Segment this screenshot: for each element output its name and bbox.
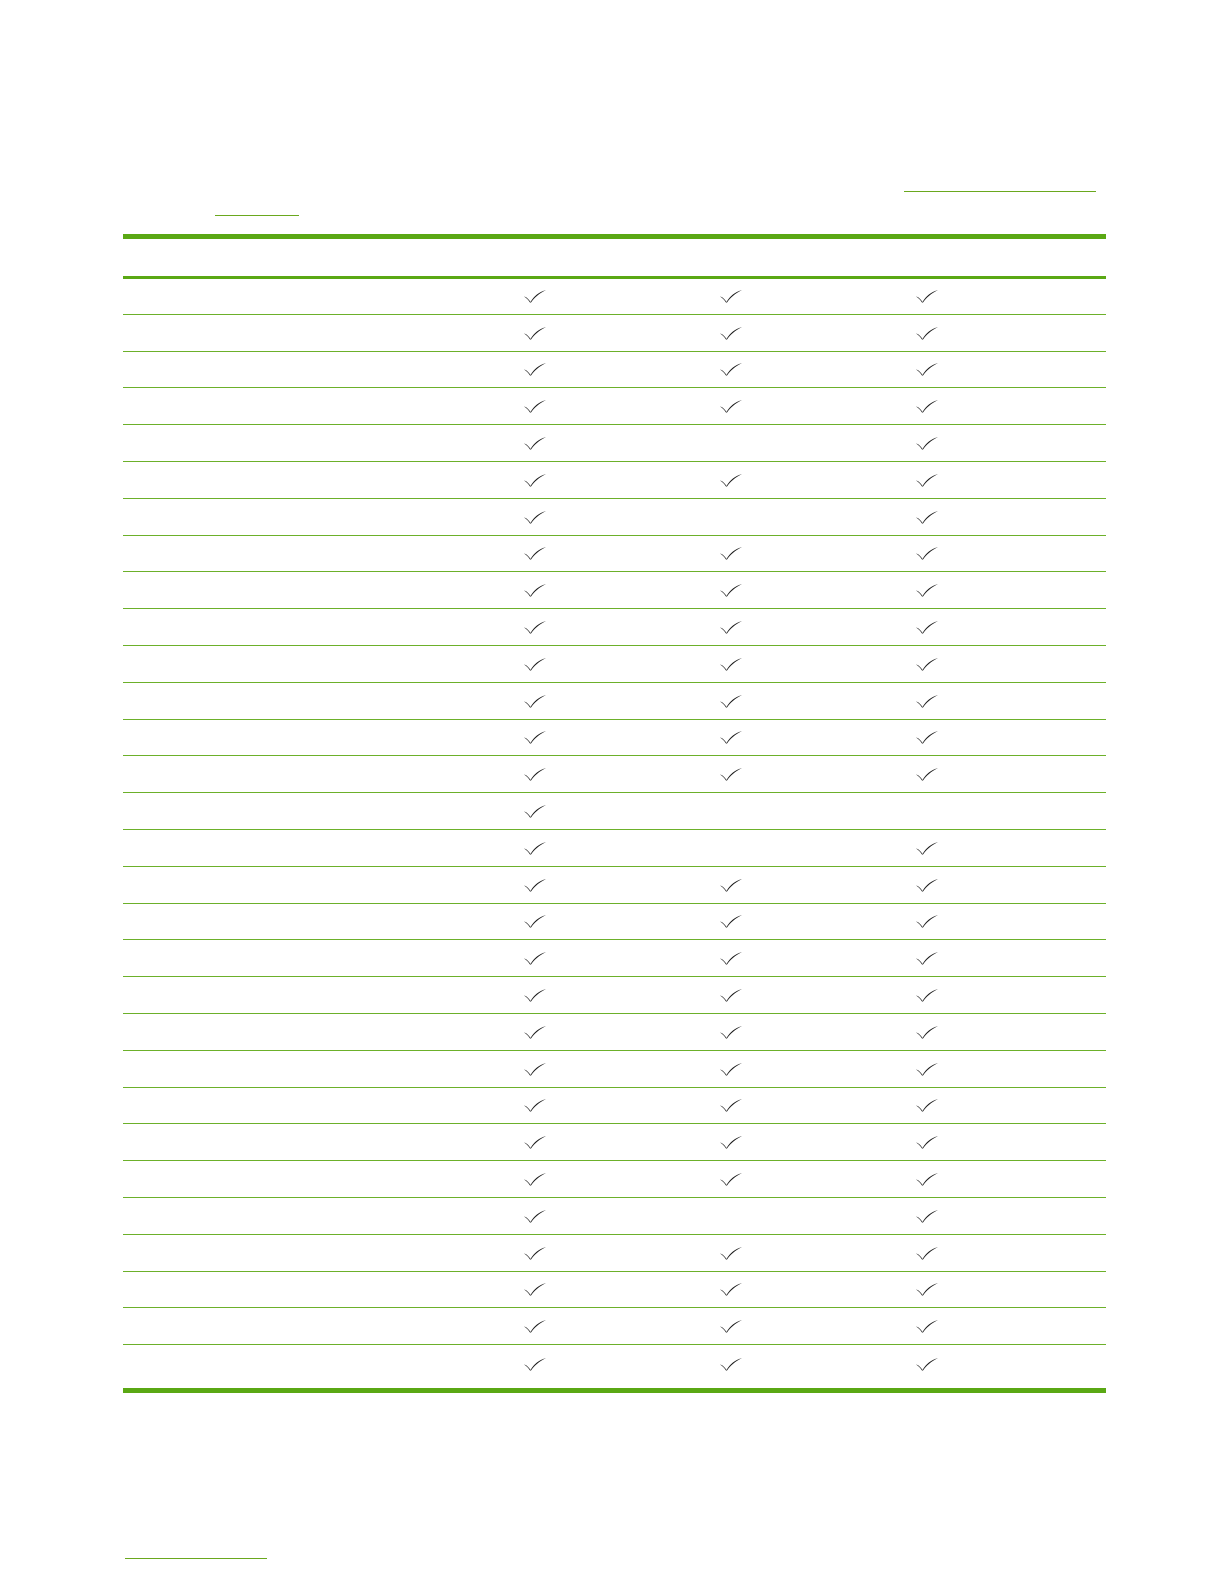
row-label (123, 977, 503, 1013)
table-cell (711, 756, 751, 792)
table-row (123, 793, 1106, 830)
table-row (123, 1345, 1106, 1382)
table-cell (515, 425, 555, 461)
table-row (123, 462, 1106, 499)
table-cell (515, 1345, 555, 1382)
check-icon (523, 988, 547, 1002)
check-icon (915, 841, 939, 855)
table-cell (515, 1308, 555, 1344)
row-label (123, 425, 503, 461)
table-cell (907, 278, 947, 314)
check-icon (719, 583, 743, 597)
check-icon (915, 362, 939, 376)
table-row (123, 756, 1106, 793)
table-cell (907, 1345, 947, 1382)
table-cell (907, 425, 947, 461)
table-row (123, 904, 1106, 941)
table-cell (711, 1051, 751, 1087)
table-cell (515, 1198, 555, 1234)
table-cell (515, 1272, 555, 1308)
check-icon (523, 1282, 547, 1296)
check-icon (915, 914, 939, 928)
table-cell (515, 462, 555, 498)
table-cell (711, 1308, 751, 1344)
table-row (123, 388, 1106, 425)
row-label (123, 315, 503, 351)
table-cell (515, 499, 555, 535)
row-label (123, 1014, 503, 1050)
table-row (123, 278, 1106, 315)
check-icon (719, 362, 743, 376)
intro-link-underline-2[interactable] (215, 215, 299, 216)
row-label (123, 352, 503, 388)
check-icon (915, 473, 939, 487)
check-icon (719, 730, 743, 744)
table-cell (907, 352, 947, 388)
table-row (123, 1308, 1106, 1345)
check-icon (915, 1357, 939, 1371)
check-icon (915, 730, 939, 744)
row-label (123, 1124, 503, 1160)
row-label (123, 1051, 503, 1087)
check-icon (719, 1062, 743, 1076)
row-label (123, 756, 503, 792)
row-label (123, 830, 503, 866)
table-cell (711, 830, 751, 866)
table-row (123, 352, 1106, 389)
check-icon (719, 1172, 743, 1186)
table-cell (515, 352, 555, 388)
check-icon (719, 473, 743, 487)
table-row (123, 1088, 1106, 1125)
table-row (123, 830, 1106, 867)
check-icon (915, 988, 939, 1002)
table-cell (515, 315, 555, 351)
row-label (123, 720, 503, 756)
table-cell (711, 1272, 751, 1308)
check-icon (915, 951, 939, 965)
check-icon (523, 1098, 547, 1112)
check-icon (915, 657, 939, 671)
table-cell (515, 977, 555, 1013)
check-icon (523, 767, 547, 781)
check-icon (719, 326, 743, 340)
table-row (123, 1198, 1106, 1235)
check-icon (523, 436, 547, 450)
table-cell (711, 462, 751, 498)
table-row (123, 940, 1106, 977)
table-cell (711, 609, 751, 645)
table-cell (515, 536, 555, 572)
check-icon (523, 841, 547, 855)
table-cell (711, 1161, 751, 1197)
table-row (123, 1124, 1106, 1161)
table-cell (907, 572, 947, 608)
check-icon (719, 289, 743, 303)
row-label (123, 1198, 503, 1234)
row-label (123, 462, 503, 498)
table-cell (907, 756, 947, 792)
table-row (123, 1235, 1106, 1272)
table-cell (711, 425, 751, 461)
row-label (123, 793, 503, 829)
table-cell (515, 720, 555, 756)
check-icon (523, 694, 547, 708)
row-label (123, 940, 503, 976)
table-row (123, 499, 1106, 536)
feature-table (123, 278, 1106, 1382)
row-label (123, 1345, 503, 1382)
table-cell (907, 646, 947, 682)
intro-link-underline-1[interactable] (904, 191, 1096, 192)
check-icon (719, 1357, 743, 1371)
table-cell (711, 1124, 751, 1160)
table-cell (907, 867, 947, 903)
check-icon (719, 951, 743, 965)
table-cell (515, 1088, 555, 1124)
table-cell (711, 793, 751, 829)
check-icon (523, 878, 547, 892)
table-cell (907, 1051, 947, 1087)
row-label (123, 278, 503, 314)
row-label (123, 499, 503, 535)
check-icon (523, 473, 547, 487)
table-cell (711, 278, 751, 314)
row-label (123, 683, 503, 719)
check-icon (523, 1172, 547, 1186)
check-icon (523, 657, 547, 671)
table-cell (711, 315, 751, 351)
row-label (123, 572, 503, 608)
row-label (123, 388, 503, 424)
table-row (123, 425, 1106, 462)
table-row (123, 720, 1106, 757)
row-label (123, 1088, 503, 1124)
check-icon (719, 399, 743, 413)
check-icon (523, 546, 547, 560)
table-cell (515, 646, 555, 682)
check-icon (719, 767, 743, 781)
table-cell (711, 646, 751, 682)
footer-link-underline[interactable] (125, 1558, 267, 1559)
table-cell (907, 720, 947, 756)
check-icon (915, 767, 939, 781)
row-label (123, 536, 503, 572)
row-label (123, 904, 503, 940)
check-icon (915, 399, 939, 413)
row-label (123, 1161, 503, 1197)
table-cell (515, 756, 555, 792)
table-cell (711, 499, 751, 535)
table-row (123, 1014, 1106, 1051)
check-icon (915, 583, 939, 597)
table-cell (907, 315, 947, 351)
table-cell (907, 830, 947, 866)
check-icon (719, 620, 743, 634)
check-icon (915, 1098, 939, 1112)
check-icon (523, 951, 547, 965)
check-icon (915, 1319, 939, 1333)
table-cell (711, 1345, 751, 1382)
table-cell (711, 388, 751, 424)
check-icon (915, 1209, 939, 1223)
table-row (123, 609, 1106, 646)
check-icon (719, 914, 743, 928)
table-cell (711, 1088, 751, 1124)
check-icon (523, 583, 547, 597)
table-cell (711, 904, 751, 940)
table-cell (711, 940, 751, 976)
check-icon (915, 546, 939, 560)
check-icon (719, 1098, 743, 1112)
table-cell (711, 867, 751, 903)
table-cell (907, 940, 947, 976)
table-cell (907, 683, 947, 719)
check-icon (523, 620, 547, 634)
table-cell (907, 609, 947, 645)
table-cell (907, 1161, 947, 1197)
row-label (123, 1272, 503, 1308)
check-icon (523, 362, 547, 376)
table-cell (907, 388, 947, 424)
table-cell (907, 904, 947, 940)
table-row (123, 536, 1106, 573)
check-icon (719, 878, 743, 892)
check-icon (523, 326, 547, 340)
table-cell (711, 536, 751, 572)
check-icon (915, 510, 939, 524)
check-icon (523, 804, 547, 818)
check-icon (719, 1246, 743, 1260)
row-label (123, 1308, 503, 1344)
table-cell (907, 499, 947, 535)
check-icon (915, 326, 939, 340)
table-cell (711, 683, 751, 719)
table-cell (907, 977, 947, 1013)
check-icon (523, 399, 547, 413)
row-label (123, 646, 503, 682)
table-row (123, 1272, 1106, 1309)
table-cell (515, 1014, 555, 1050)
check-icon (719, 1135, 743, 1149)
table-cell (711, 720, 751, 756)
check-icon (523, 1025, 547, 1039)
table-cell (515, 609, 555, 645)
table-cell (711, 352, 751, 388)
table-cell (907, 1198, 947, 1234)
check-icon (523, 510, 547, 524)
table-cell (515, 388, 555, 424)
table-cell (515, 572, 555, 608)
table-row (123, 1051, 1106, 1088)
table-cell (515, 830, 555, 866)
table-cell (515, 1051, 555, 1087)
table-cell (515, 793, 555, 829)
check-icon (719, 694, 743, 708)
table-cell (907, 793, 947, 829)
check-icon (523, 1246, 547, 1260)
table-cell (907, 1235, 947, 1271)
table-row (123, 315, 1106, 352)
table-cell (515, 1161, 555, 1197)
table-cell (907, 1308, 947, 1344)
table-cell (711, 1014, 751, 1050)
check-icon (719, 657, 743, 671)
table-cell (907, 1088, 947, 1124)
table-cell (711, 1235, 751, 1271)
table-row (123, 572, 1106, 609)
check-icon (915, 1025, 939, 1039)
check-icon (523, 730, 547, 744)
check-icon (915, 1172, 939, 1186)
table-cell (515, 904, 555, 940)
check-icon (719, 546, 743, 560)
table-cell (515, 1124, 555, 1160)
check-icon (719, 1025, 743, 1039)
table-row (123, 977, 1106, 1014)
table-row (123, 683, 1106, 720)
check-icon (523, 1319, 547, 1333)
check-icon (523, 289, 547, 303)
table-cell (515, 867, 555, 903)
table-cell (907, 1272, 947, 1308)
check-icon (523, 1209, 547, 1223)
table-cell (907, 1014, 947, 1050)
table-row (123, 867, 1106, 904)
check-icon (915, 436, 939, 450)
row-label (123, 1235, 503, 1271)
check-icon (523, 1062, 547, 1076)
table-row (123, 646, 1106, 683)
check-icon (719, 988, 743, 1002)
table-cell (515, 683, 555, 719)
table-cell (515, 1235, 555, 1271)
check-icon (915, 1062, 939, 1076)
table-cell (907, 536, 947, 572)
table-cell (907, 1124, 947, 1160)
row-label (123, 609, 503, 645)
check-icon (915, 1246, 939, 1260)
check-icon (915, 694, 939, 708)
table-row (123, 1161, 1106, 1198)
check-icon (719, 1319, 743, 1333)
check-icon (719, 1282, 743, 1296)
check-icon (915, 620, 939, 634)
check-icon (915, 1282, 939, 1296)
check-icon (523, 1357, 547, 1371)
table-cell (515, 278, 555, 314)
table-cell (907, 462, 947, 498)
row-label (123, 867, 503, 903)
table-bottom-rule (123, 1388, 1106, 1393)
table-cell (711, 1198, 751, 1234)
table-cell (711, 572, 751, 608)
check-icon (523, 1135, 547, 1149)
check-icon (915, 1135, 939, 1149)
table-cell (515, 940, 555, 976)
table-cell (711, 977, 751, 1013)
check-icon (915, 878, 939, 892)
check-icon (523, 914, 547, 928)
table-header-row (123, 239, 1106, 276)
check-icon (915, 289, 939, 303)
